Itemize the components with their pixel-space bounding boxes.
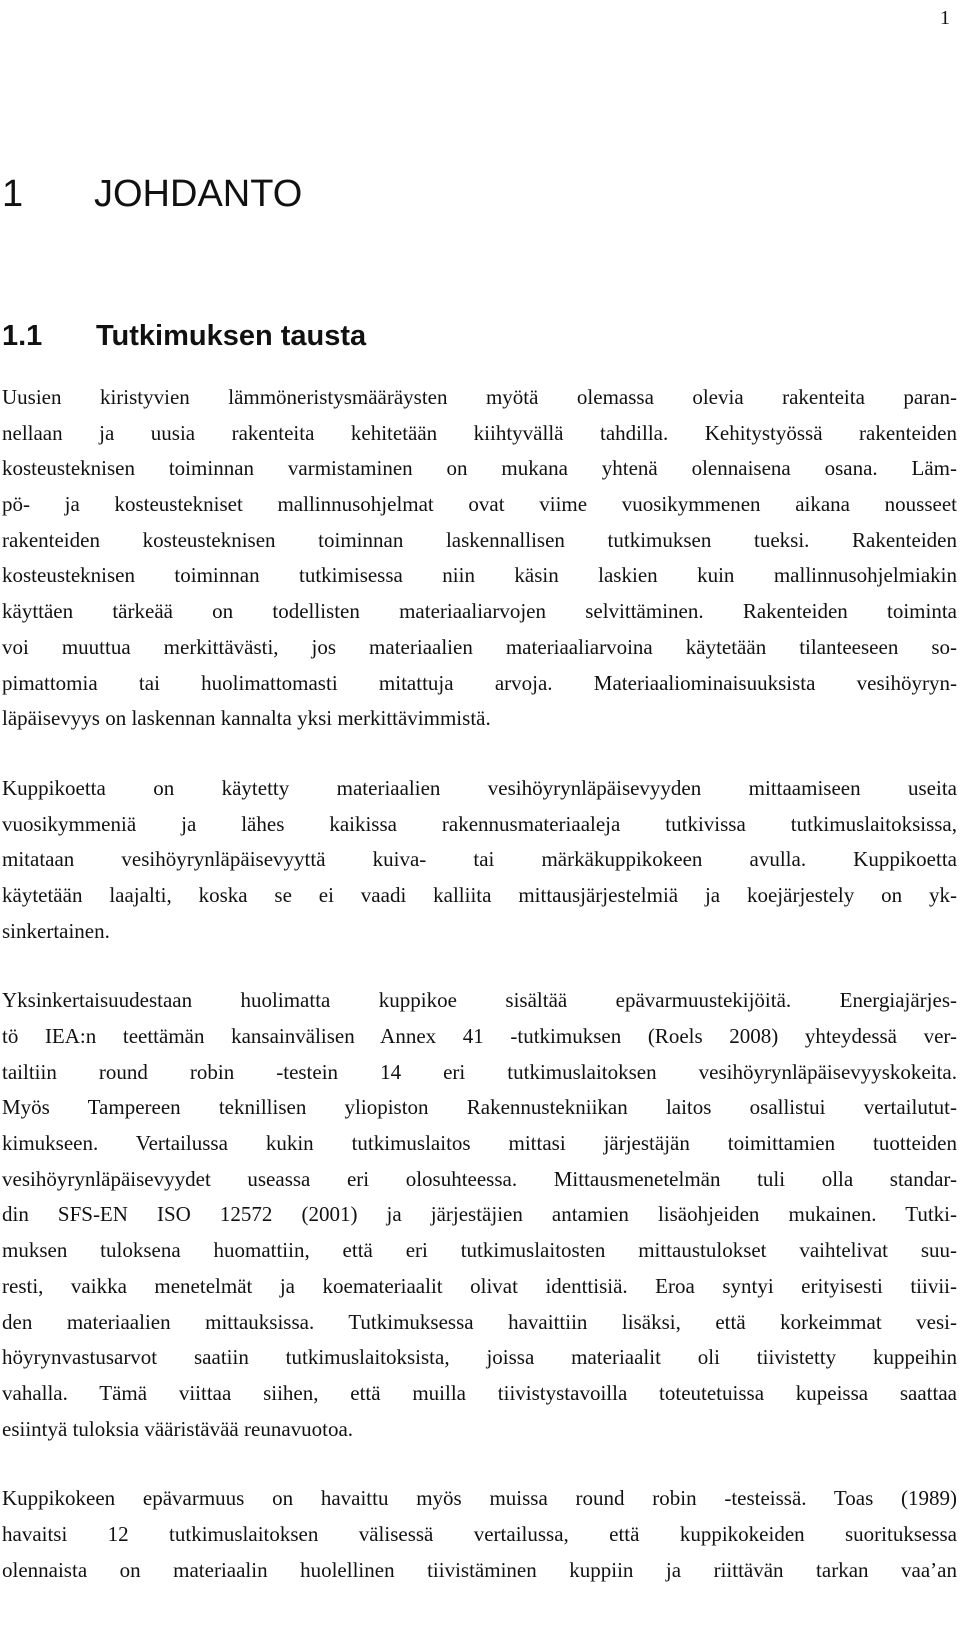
paragraph: [2, 771, 957, 949]
chapter-title: JOHDANTO: [94, 173, 303, 215]
text-line: käyttäen tärkeää on todellisten materiaaliarvojen selvittäminen. Rakenteiden toiminta: [2, 599, 957, 624]
text-line: sinkertainen.: [2, 918, 110, 943]
text-line: pö- ja kosteustekniset mallinnusohjelmat ovat viime vuosikymmenen aikana nousseet: [2, 492, 957, 517]
text-line: kosteusteknisen toiminnan varmistaminen on mukana yhtenä olennaisena osana. Läm-: [2, 456, 957, 481]
text-line: kimukseen. Vertailussa kukin tutkimuslaitos mittasi järjestäjän toimittamien tuotteiden: [2, 1131, 957, 1156]
text-line: Kuppikokeen epävarmuus on havaittu myös muissa round robin -testeissä. Toas (1989): [2, 1486, 957, 1511]
text-line: vesihöyrynläpäisevyydet useassa eri olosuhteessa. Mittausmenetelmän tuli olla standar-: [2, 1166, 957, 1191]
paragraph: [2, 1481, 957, 1588]
text-line: tö IEA:n teettämän kansainvälisen Annex 41 -tutkimuksen (Roels 2008) yhteydessä ver-: [2, 1024, 957, 1048]
text-line: Uusien kiristyvien lämmöneristysmääräysten myötä olemassa olevia rakenteita paran-: [2, 385, 957, 409]
paragraph: [2, 983, 957, 1447]
section-number: 1.1: [2, 320, 43, 352]
text-line: esiintyä tuloksia vääristävää reunavuotoa.: [2, 1416, 354, 1441]
text-line: din SFS-EN ISO 12572 (2001) ja järjestäjien antamien lisäohjeiden mukainen. Tutki-: [2, 1202, 957, 1227]
body-text: [2, 380, 957, 1622]
chapter-number: 1: [2, 173, 24, 215]
text-line: vahalla. Tämä viittaa siihen, että muilla tiivistystavoilla toteutetuissa kupeissa saattaa: [2, 1380, 957, 1405]
text-line: rakenteiden kosteusteknisen toiminnan laskennallisen tutkimuksen tueksi. Rakenteiden: [2, 527, 957, 552]
section-heading: [2, 316, 366, 356]
text-line: Myös Tampereen teknillisen yliopiston Rakennustekniikan laitos osallistui vertailutut-: [2, 1095, 957, 1120]
text-line: olennaista on materiaalin huolellinen tiivistäminen kuppiin ja riittävän tarkan vaa’an: [2, 1557, 957, 1582]
text-line: muksen tuloksena huomattiin, että eri tutkimuslaitosten mittaustulokset vaihtelivat suu-: [2, 1238, 957, 1263]
text-line: nellaan ja uusia rakenteita kehitetään kiihtyvällä tahdilla. Kehitystyössä rakenteiden: [2, 420, 957, 445]
text-line: höyrynvastusarvot saatiin tutkimuslaitoksista, joissa materiaalit oli tiivistetty kuppeihin: [2, 1345, 957, 1370]
text-line: kosteusteknisen toiminnan tutkimisessa niin käsin laskien kuin mallinnusohjelmiakin: [2, 563, 957, 588]
text-line: käytetään laajalti, koska se ei vaadi kalliita mittausjärjestelmiä ja koejärjestely on yk-: [2, 882, 957, 907]
text-line: voi muuttua merkittävästi, jos materiaalien materiaaliarvoina käytetään tilanteeseen so-: [2, 634, 957, 659]
text-line: vuosikymmeniä ja lähes kaikissa rakennusmateriaaleja tutkivissa tutkimuslaitoksissa,: [2, 811, 957, 836]
page-number: 1: [940, 7, 950, 29]
text-line: havaitsi 12 tutkimuslaitoksen välisessä vertailussa, että kuppikokeiden suorituksessa: [2, 1521, 957, 1546]
text-line: den materiaalien mittauksissa. Tutkimuksessa havaittiin lisäksi, että korkeimmat vesi-: [2, 1309, 957, 1334]
text-line: tailtiin round robin -testein 14 eri tutkimuslaitoksen vesihöyrynläpäisevyyskokeita.: [2, 1059, 957, 1084]
text-line: läpäisevyys on laskennan kannalta yksi merkittävimmistä.: [2, 706, 491, 731]
chapter-heading: [2, 170, 302, 218]
text-line: resti, vaikka menetelmät ja koemateriaalit olivat identtisiä. Eroa syntyi erityisesti tiivii-: [2, 1273, 957, 1298]
text-line: mitataan vesihöyrynläpäisevyyttä kuiva- tai märkäkuppikokeen avulla. Kuppikoetta: [2, 847, 957, 872]
text-line: Kuppikoetta on käytetty materiaalien vesihöyrynläpäisevyyden mittaamiseen useita: [2, 775, 957, 800]
text-line: Yksinkertaisuudestaan huolimatta kuppikoe sisältää epävarmuustekijöitä. Energiajärjes-: [2, 988, 957, 1013]
text-line: pimattomia tai huolimattomasti mitattuja arvoja. Materiaaliominaisuuksista vesihöyryn-: [2, 670, 957, 695]
paragraph: [2, 380, 957, 737]
section-title: Tutkimuksen tausta: [96, 320, 367, 352]
